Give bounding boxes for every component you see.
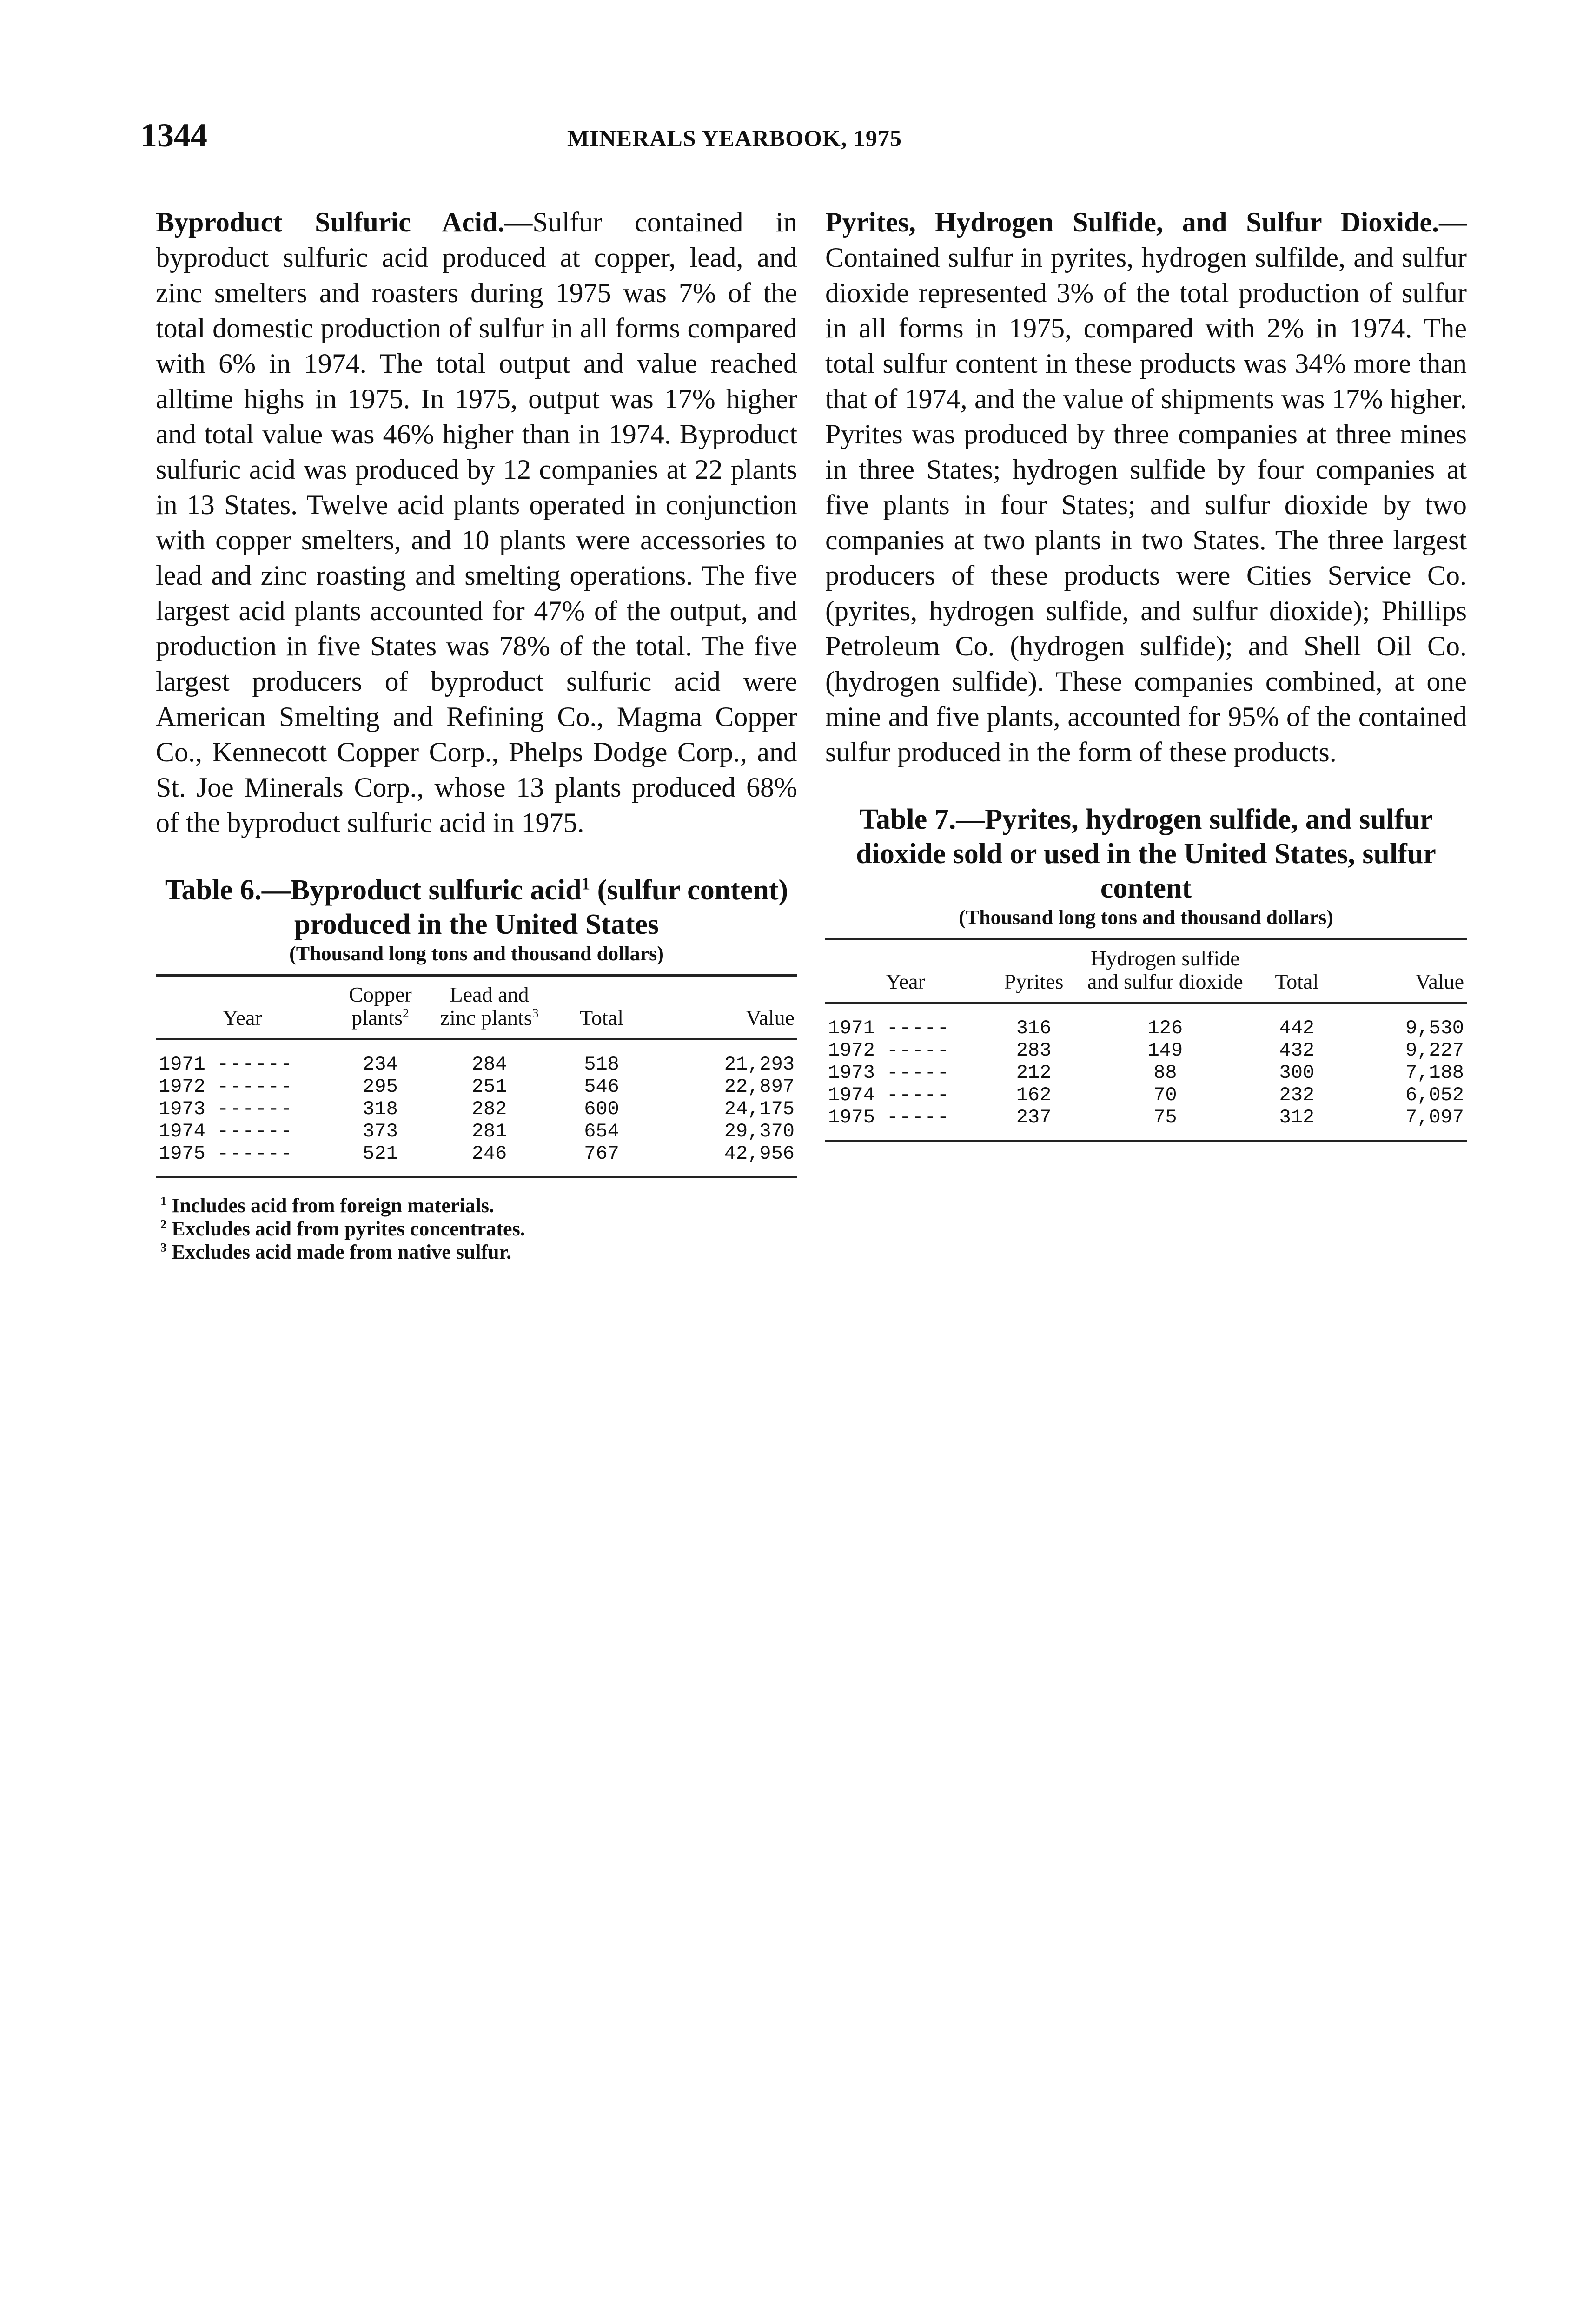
footnote: $^2$ Excludes acid from pyrites concentrates. [160, 1217, 525, 1240]
cell-pyrites: 283 [1016, 1039, 1052, 1062]
cell-leadzinc: 251 [471, 1076, 507, 1098]
cell-pyrites: 212 [1016, 1062, 1052, 1084]
table-row [825, 1003, 1467, 1040]
cell-value: 21,293 [724, 1053, 795, 1076]
section-body: —Contained sulfur in pyrites, hydrogen sulfilde, and sulfur dioxide represented 3% of the total production of sulfur in all forms in 1975, compared with 2% in 1974. The total sulfur content in these products was 34% more than that of 1974, and the value of shipments was 17% higher. Pyrites was produced by three companies at three mines in three States; hydrogen sulfide by four companies at five plants in four States; and sulfur dioxide by two companies at two plants in two States. The three largest producers of these products were Cities Service Co. (pyrites, hydrogen sulfide, and sulfur dioxide); Phillips Petroleum Co. (hydrogen sulfide); and Shell Oil Co. (hydrogen sulfide). These companies combined, at one mine and five plants, accounted for 95% of the contained sulfur produced in the form of these products. [825, 207, 1467, 767]
table6 [156, 974, 797, 1178]
cell-total: 432 [1279, 1039, 1315, 1062]
cell-total: 600 [584, 1098, 619, 1120]
cell-year: 1974 ----- [828, 1084, 950, 1106]
table-row [825, 1062, 1467, 1084]
cell-year: 1973 ----- [828, 1062, 950, 1084]
table6-header-row [156, 976, 797, 1039]
table-row [156, 1076, 797, 1098]
left-column [156, 205, 797, 1264]
section-heading: Byproduct Sulfuric Acid. [156, 207, 505, 238]
cell-h2s-so2: 88 [1153, 1062, 1177, 1084]
cell-year: 1973 ------ [159, 1098, 293, 1120]
cell-leadzinc: 282 [471, 1098, 507, 1120]
col-header-h2s-so2: Hydrogen sulfide and sulfur dioxide [1087, 946, 1243, 993]
table-row [825, 1084, 1467, 1106]
cell-total: 518 [584, 1053, 619, 1076]
cell-copper: 521 [363, 1142, 398, 1165]
byproduct-sulfuric-acid-paragraph [156, 205, 797, 840]
cell-leadzinc: 246 [471, 1142, 507, 1165]
col-header-total: Total [1275, 970, 1319, 993]
cell-pyrites: 162 [1016, 1084, 1052, 1106]
table6-subtitle: (Thousand long tons and thousand dollars) [289, 942, 664, 965]
cell-value: 7,097 [1405, 1106, 1464, 1129]
running-head: MINERALS YEARBOOK, 1975 [567, 125, 902, 151]
cell-total: 232 [1279, 1084, 1315, 1106]
col-header-year: Year [222, 1006, 262, 1030]
cell-year: 1975 ----- [828, 1106, 950, 1129]
table6-footnotes [156, 1194, 797, 1264]
cell-value: 9,227 [1405, 1039, 1464, 1062]
cell-year: 1972 ----- [828, 1039, 950, 1062]
cell-value: 22,897 [724, 1076, 795, 1098]
col-header-total: Total [580, 1006, 624, 1030]
cell-copper: 295 [363, 1076, 398, 1098]
col-header-pyrites: Pyrites [1004, 970, 1064, 993]
cell-year: 1971 ----- [828, 1017, 950, 1039]
section-body: —Sulfur contained in byproduct sulfuric acid produced at copper, lead, and zinc smelters and roasters during 1975 was 7% of the total domestic production of sulfur in all forms compared with 6% in 1974. The total output and value reached alltime highs in 1975. In 1975, output was 17% higher and total value was 46% higher than in 1974. Byproduct sulfuric acid was produced by 12 companies at 22 plants in 13 States. Twelve acid plants operated in conjunction with copper smelters, and 10 plants were accessories to lead and zinc roasting and smelting operations. The five largest acid plants accounted for 47% of the output, and production in five States was 78% of the total. The five largest producers of byproduct sulfuric acid were American Smelting and Refining Co., Magma Copper Co., Kennecott Copper Corp., Phelps Dodge Corp., and St. Joe Minerals Corp., whose 13 plants produced 68% of the byproduct sulfuric acid in 1975. [156, 207, 797, 838]
footnote: $^3$ Excludes acid made from native sulfur. [160, 1240, 512, 1263]
cell-value: 9,530 [1405, 1017, 1464, 1039]
cell-h2s-so2: 70 [1153, 1084, 1177, 1106]
cell-total: 300 [1279, 1062, 1315, 1084]
cell-value: 7,188 [1405, 1062, 1464, 1084]
table7-subtitle: (Thousand long tons and thousand dollars) [959, 906, 1333, 929]
table6-title-text-cont: (sulfur content) produced in the United States [294, 874, 788, 940]
cell-copper: 318 [363, 1098, 398, 1120]
cell-total: 767 [584, 1142, 619, 1165]
cell-total: 546 [584, 1076, 619, 1098]
footnote: $^1$ Includes acid from foreign materials. [160, 1194, 494, 1217]
table-row [156, 1098, 797, 1120]
cell-h2s-so2: 126 [1147, 1017, 1183, 1039]
pyrites-paragraph [825, 205, 1467, 770]
cell-total: 312 [1279, 1106, 1315, 1129]
footnote-marker: 1 [581, 874, 590, 894]
table-row [156, 1142, 797, 1177]
section-heading: Pyrites, Hydrogen Sulfide, and Sulfur Dioxide. [825, 207, 1439, 238]
table6-title-text: —Byproduct sulfuric acid [261, 874, 582, 906]
cell-h2s-so2: 149 [1147, 1039, 1183, 1062]
cell-leadzinc: 281 [471, 1120, 507, 1142]
cell-year: 1971 ------ [159, 1053, 293, 1076]
col-header-leadzinc: Lead and zinc plants$^3$ [440, 983, 539, 1030]
table-row [156, 1120, 797, 1142]
table7-title-text: —Pyrites, hydrogen sulfide, and sulfur dioxide sold or used in the United States, sulfur content [856, 804, 1436, 904]
cell-year: 1972 ------ [159, 1076, 293, 1098]
col-header-year: Year [886, 970, 925, 993]
col-header-value: Value [1415, 970, 1464, 993]
table6-label: Table 6. [165, 874, 262, 906]
table-row [825, 1106, 1467, 1141]
table7-title [825, 802, 1467, 905]
cell-copper: 234 [363, 1053, 398, 1076]
page-number: 1344 [140, 117, 207, 154]
table6-title [156, 873, 797, 942]
cell-total: 654 [584, 1120, 619, 1142]
cell-pyrites: 316 [1016, 1017, 1052, 1039]
cell-copper: 373 [363, 1120, 398, 1142]
col-header-value: Value [746, 1006, 795, 1030]
table7-header-row [825, 939, 1467, 1003]
cell-value: 42,956 [724, 1142, 795, 1165]
cell-value: 24,175 [724, 1098, 795, 1120]
table-row [825, 1039, 1467, 1062]
table-row [156, 1039, 797, 1076]
table7 [825, 938, 1467, 1142]
cell-leadzinc: 284 [471, 1053, 507, 1076]
cell-value: 6,052 [1405, 1084, 1464, 1106]
cell-year: 1975 ------ [159, 1142, 293, 1165]
cell-value: 29,370 [724, 1120, 795, 1142]
right-column [825, 205, 1467, 1142]
table7-label: Table 7. [859, 804, 956, 835]
cell-h2s-so2: 75 [1153, 1106, 1177, 1129]
cell-total: 442 [1279, 1017, 1315, 1039]
col-header-copper: Copper plants$^2$ [349, 983, 412, 1030]
cell-year: 1974 ------ [159, 1120, 293, 1142]
cell-pyrites: 237 [1016, 1106, 1052, 1129]
